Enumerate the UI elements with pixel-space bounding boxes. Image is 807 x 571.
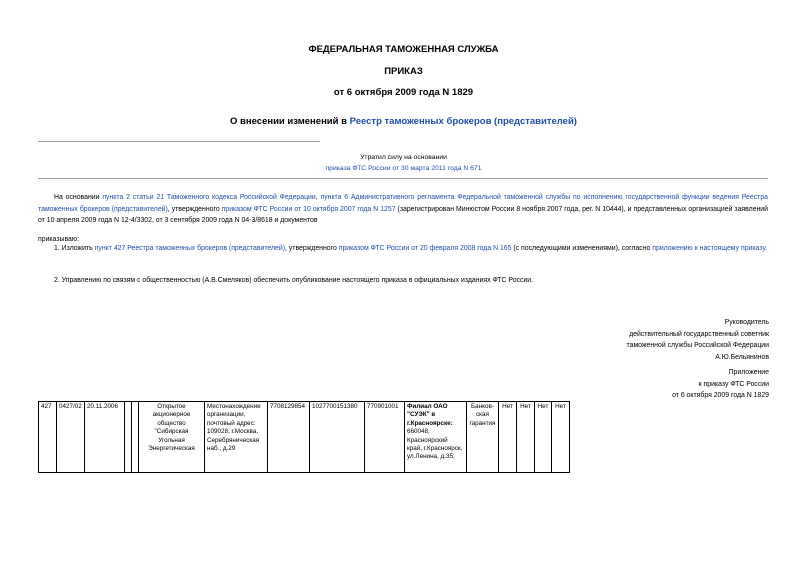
cell-flag: Нет [499, 402, 517, 473]
separator-line [38, 178, 768, 179]
order-1257-link[interactable]: приказом ФТС России от 10 октября 2007 года N 1257 [221, 205, 396, 213]
appendix-order: к приказу ФТС России [698, 380, 769, 388]
repeal-text: Утратил силу на основании [360, 154, 447, 161]
appendix-link[interactable]: приложению к настоящему приказу [652, 245, 766, 252]
item-1-paragraph [38, 243, 768, 255]
cell-inn: 7708129854 [268, 402, 310, 473]
title-prefix: О внесении изменений в [230, 116, 350, 127]
document-title [0, 116, 807, 127]
signature-block [627, 317, 769, 363]
item-1-text: 1. Изложить [54, 245, 95, 252]
cell-organization: Открытое акционерное общество "Сибирская Угольная Энергетическая [139, 402, 205, 473]
preamble-text: , [315, 194, 321, 201]
order-word: приказываю: [38, 236, 79, 243]
item-1-text: . [765, 245, 768, 252]
cell-flag: Нет [552, 402, 570, 473]
separator-line [38, 141, 320, 142]
cell-address: Местонахождение организации, почтовый адрес: 109028, г.Москва, Серебряническая наб., д.29 [205, 402, 268, 473]
order-165-link[interactable]: приказом ФТС России от 20 февраля 2008 года N 165 [338, 245, 512, 252]
preamble-text: , утвержденного [167, 205, 222, 213]
signature-agency: таможенной службы Российской Федерации [626, 342, 769, 349]
document-date-number: от 6 октября 2009 года N 1829 [333, 87, 474, 98]
cell-guarantee: Банков-ская гарантия [467, 402, 499, 473]
preamble-text: На основании [54, 194, 103, 201]
preamble-text: (зарегистрирован Минюстом России 8 ноября 2007 года, рег. N 10444), и представленных организацией заявлений от 10 апреля 2009 года N 12-4/3302, от 3 сентября 2009 года N 04-3/8618 и документов [38, 205, 768, 224]
regulation-link[interactable]: пункта 6 Административного регламента Федеральной таможенной службы по исполнению государственной функции ведения Реестра таможенных брокеров (представителей) [38, 194, 768, 213]
signature-title: Руководитель [724, 319, 769, 326]
registry-item-427-link[interactable]: пункт 427 Реестра таможенных брокеров (представителей) [94, 245, 286, 252]
cell-flag: Нет [535, 402, 552, 473]
registry-table [38, 401, 570, 473]
cell-empty [125, 402, 132, 473]
registry-link[interactable]: Реестр таможенных брокеров (представителей) [349, 116, 577, 127]
cell-date: 20.11.2006 [85, 402, 125, 473]
appendix-label: Приложение [728, 369, 769, 376]
cell-empty [132, 402, 139, 473]
preamble-paragraph [38, 192, 768, 227]
customs-code-link[interactable]: пункта 2 статьи 21 Таможенного кодекса Российской Федерации [102, 194, 316, 201]
signature-name: А.Ю.Бельянинов [715, 353, 769, 361]
document-type: ПРИКАЗ [384, 66, 423, 77]
cell-registration: 0427/02 [57, 402, 85, 473]
cell-branch [405, 402, 467, 473]
agency-name: ФЕДЕРАЛЬНАЯ ТАМОЖЕННАЯ СЛУЖБА [308, 44, 499, 55]
branch-name: Филиал ОАО "СУЭК" в г.Красноярске: [407, 403, 453, 427]
item-2-paragraph: 2. Управлению по связям с общественностью (А.В.Смеляков) обеспечить опубликование настоящего приказа в официальных изданиях ФТС России. [54, 277, 534, 284]
table-row [39, 402, 570, 473]
branch-address: 660048, Красноярский край, г.Красноярск, ул.Ленина, д.35; [407, 428, 463, 461]
item-1-text: , утвержденного [285, 245, 339, 252]
cell-kpp: 770901001 [365, 402, 405, 473]
appendix-heading [672, 367, 769, 402]
repeal-order-link[interactable]: приказа ФТС России от 30 марта 2011 года N 671 [325, 164, 482, 172]
item-1-text: (с последующими изменениями), согласно [511, 245, 653, 252]
signature-rank: действительный государственный советник [629, 330, 769, 338]
appendix-date: от 6 октября 2009 года N 1829 [672, 392, 769, 399]
cell-number: 427 [39, 402, 57, 473]
repeal-note [0, 153, 807, 174]
cell-flag: Нет [517, 402, 535, 473]
cell-ogrn: 1027700151380 [310, 402, 365, 473]
